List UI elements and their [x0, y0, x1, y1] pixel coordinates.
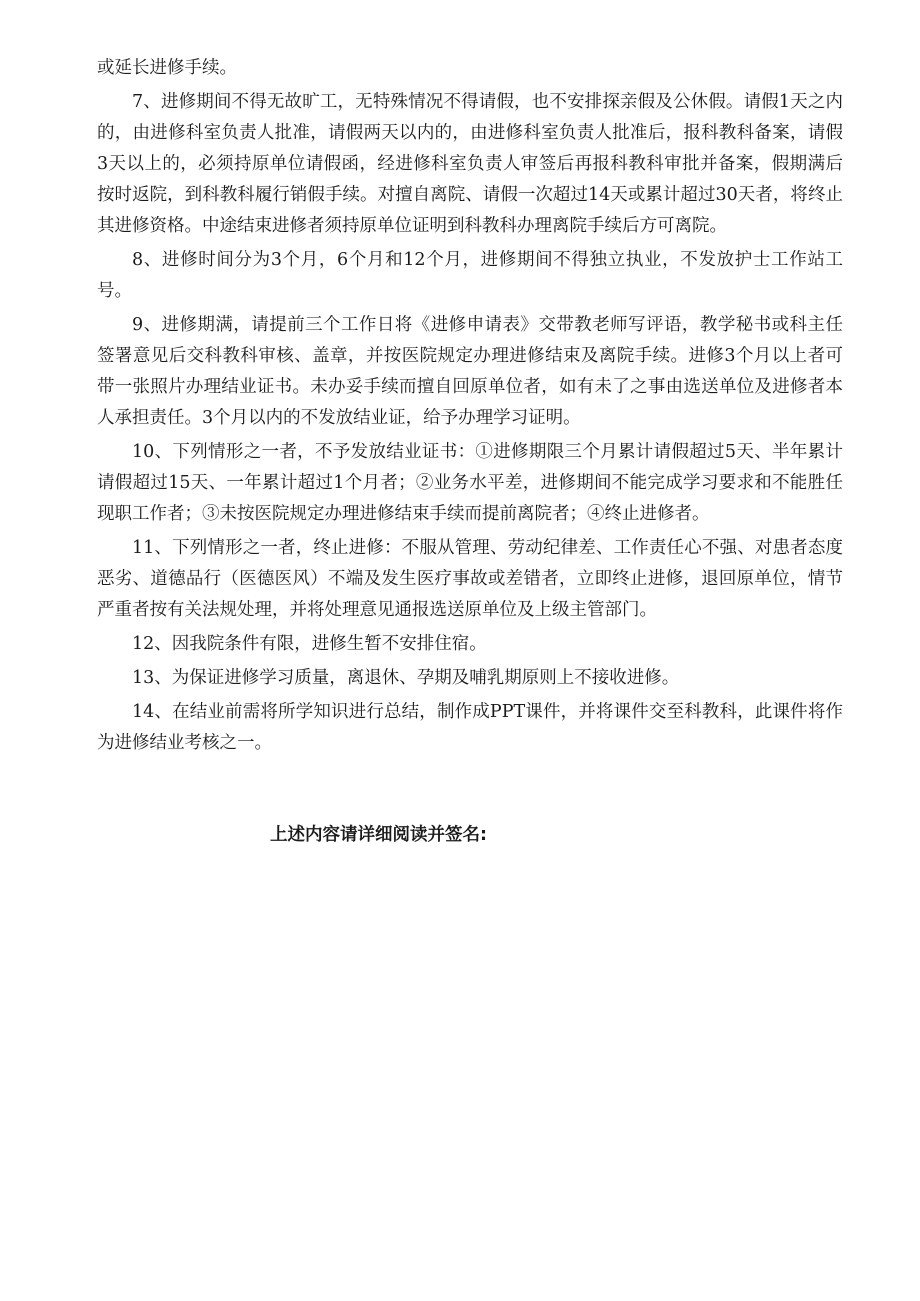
paragraph-rule-10: 10、下列情形之一者，不予发放结业证书：①进修期限三个月累计请假超过5天、半年累计请假超过15天、一年累计超过1个月者；②业务水平差，进修期间不能完成学习要求和不能胜任现职工作者；③未按医院规定办理进修结束手续而提前离院者；④终止进修者。	[97, 442, 843, 524]
signature-prompt: 上述内容请详细阅读并签名:	[270, 825, 487, 845]
paragraph-rule-13: 13、为保证进修学习质量，离退休、孕期及哺乳期原则上不接收进修。	[132, 668, 680, 688]
document-body	[97, 53, 843, 762]
paragraph-rule-11: 11、下列情形之一者，终止进修：不服从管理、劳动纪律差、工作责任心不强、对患者态度恶劣、道德品行（医德医风）不端及发生医疗事故或差错者，立即终止进修，退回原单位，情节严重者按有关法规处理，并将处理意见通报选送原单位及上级主管部门。	[97, 538, 843, 620]
paragraph-rule-8: 8、进修时间分为3个月，6个月和12个月，进修期间不得独立执业，不发放护士工作站工号。	[97, 250, 843, 301]
paragraph-continuation: 或延长进修手续。	[97, 58, 237, 78]
paragraph-rule-9: 9、进修期满，请提前三个工作日将《进修申请表》交带教老师写评语，教学秘书或科主任签署意见后交科教科审核、盖章，并按医院规定办理进修结束及离院手续。进修3个月以上者可带一张照片办理结业证书。未办妥手续而擅自回原单位者，如有未了之事由选送单位及进修者本人承担责任。3个月以内的不发放结业证，给予办理学习证明。	[97, 315, 843, 428]
paragraph-rule-14: 14、在结业前需将所学知识进行总结，制作成PPT课件，并将课件交至科教科，此课件将作为进修结业考核之一。	[97, 702, 843, 753]
paragraph-rule-7: 7、进修期间不得无故旷工，无特殊情况不得请假，也不安排探亲假及公休假。请假1天之内的，由进修科室负责人批准，请假两天以内的，由进修科室负责人批准后，报科教科备案，请假3天以上的，必须持原单位请假函，经进修科室负责人审签后再报科教科审批并备案，假期满后按时返院，到科教科履行销假手续。对擅自离院、请假一次超过14天或累计超过30天者，将终止其进修资格。中途结束进修者须持原单位证明到科教科办理离院手续后方可离院。	[97, 92, 843, 236]
paragraph-rule-12: 12、因我院条件有限，进修生暂不安排住宿。	[132, 634, 487, 654]
